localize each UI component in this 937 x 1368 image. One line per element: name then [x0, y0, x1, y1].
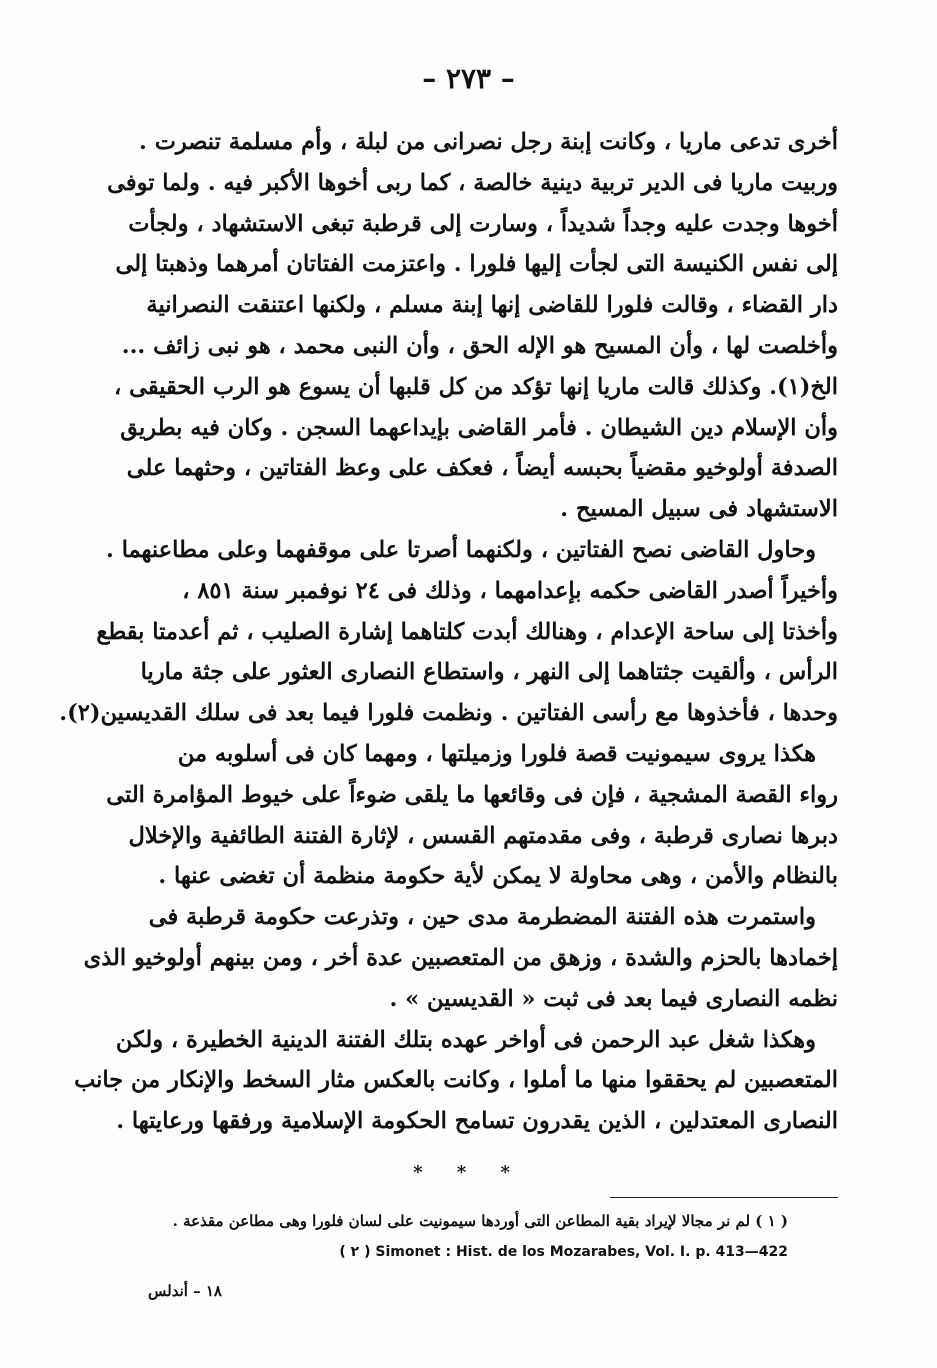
text-line: وحدها ، فأخذوها مع رأسى الفتاتين . ونظمت فلورا فيما بعد فى سلك القديسين(٢). [59, 700, 838, 727]
text-line: هكذا يروى سيمونيت قصة فلورا وزميلتها ، ومهما كان فى أسلوبه من [177, 740, 816, 767]
text-line: رواء القصة المشجية ، فإن فى وقائعها ما يلقى ضوءاً على خيوط المؤامرة التى [106, 781, 838, 808]
text-line: نظمه النصارى فيما بعد فى ثبت « القديسين » . [389, 985, 838, 1012]
text-line: وهكذا شغل عبد الرحمن فى أواخر عهده بتلك الفتنة الدينية الخطيرة ، ولكن [115, 1026, 816, 1053]
text-line: الخ(١). وكذلك قالت ماريا إنها تؤكد من كل قلبها أن يسوع هو الرب الحقيقى ، [113, 373, 838, 400]
text-line: دار القضاء ، وقالت فلورا للقاضى إنها إبنة مسلم ، ولكنها اعتنقت النصرانية [146, 292, 838, 319]
text-line: الرأس ، وألقيت جثتاهما إلى النهر ، واستطاع النصارى العثور على جثة ماريا [140, 659, 838, 686]
text-line: أخرى تدعى ماريا ، وكانت إبنة رجل نصرانى من لبلة ، وأم مسلمة تنصرت . [139, 129, 838, 155]
paragraph [106, 734, 838, 897]
text-line: إلى نفس الكنيسة التى لجأت إليها فلورا . واعتزمت الفتاتان أمرهما وذهبتا إلى [115, 251, 838, 278]
paragraph [107, 122, 838, 530]
text-line: وأخيراً أصدر القاضى حكمه بإعدامهما ، وذلك فى ٢٤ نوفمبر سنة ٨٥١ ، [182, 577, 838, 604]
text-line: النصارى المعتدلين ، الذين يقدرون تسامح الحكومة الإسلامية ورفقها ورعايتها . [116, 1108, 838, 1135]
paragraph [59, 530, 838, 734]
text-line: وربيت ماريا فى الدير تربية دينية خالصة ، كما ربى أخوها الأكبر فيه . ولما توفى [107, 169, 838, 196]
text-line: وأخذتا إلى ساحة الإعدام ، وهنالك أبدت كلتاهما إشارة الصليب ، ثم أعدمتا بقطع [96, 618, 838, 645]
text-line: إخمادها بالحزم والشدة ، وزهق من المتعصبين عدة أخر ، ومن بينهم أولوخيو الذى [83, 944, 838, 971]
text-line: الاستشهاد فى سبيل المسيح . [560, 496, 838, 523]
text-line: واستمرت هذه الفتنة المضطرمة مدى حين ، وتذرعت حكومة قرطبة فى [148, 904, 816, 931]
page-number: – ٢٧٣ – [422, 62, 515, 95]
text-line: المتعصبين لم يحققوا منها ما أملوا ، وكانت بالعكس مثار السخط والإنكار من جانب [74, 1067, 838, 1094]
section-separator: * * * [413, 1162, 524, 1183]
text-line: بالنظام والأمن ، وهى محاولة لا يمكن لأية حكومة منظمة أن تغضى عنها . [158, 863, 838, 890]
text-line: الصدفة أولوخيو مقضياً بحبسه أيضاً ، فعكف على وعظ الفتاتين ، وحثهما على [126, 455, 838, 482]
text-line: دبرها نصارى قرطبة ، وفى مقدمتهم القسس ، لإثارة الفتنة الطائفية والإخلال [128, 822, 838, 849]
footnote-2: Simonet : Hist. de los Mozarabes, Vol. I. p. 413—422 ( ٢ ) [339, 1244, 788, 1260]
text-line: وأخلصت لها ، وأن المسيح هو الإله الحق ، وأن النبى محمد ، هو نبى زائف ... [121, 332, 838, 359]
paragraph [83, 897, 838, 1019]
footnote-divider [610, 1197, 838, 1198]
text-line: وأن الإسلام دين الشيطان . فأمر القاضى بإيداعهما السجن . وكان فيه بطريق [120, 414, 838, 441]
printer-signature: ١٨ – أندلس [148, 1282, 222, 1300]
text-line: وحاول القاضى نصح الفتاتين ، ولكنهما أصرتا على موقفهما وعلى مطاعنهما . [106, 536, 816, 563]
footnote-1: ( ١ ) لم نر مجالا لإيراد بقية المطاعن التى أوردها سيمونيت على لسان فلورا وهى مطاعن مقذعة . [172, 1212, 788, 1230]
body-text [59, 122, 838, 1142]
paragraph [74, 1020, 838, 1142]
text-line: أخوها وجدت عليه وجداً شديداً ، وسارت إلى قرطبة تبغى الاستشهاد ، ولجأت [128, 210, 838, 237]
